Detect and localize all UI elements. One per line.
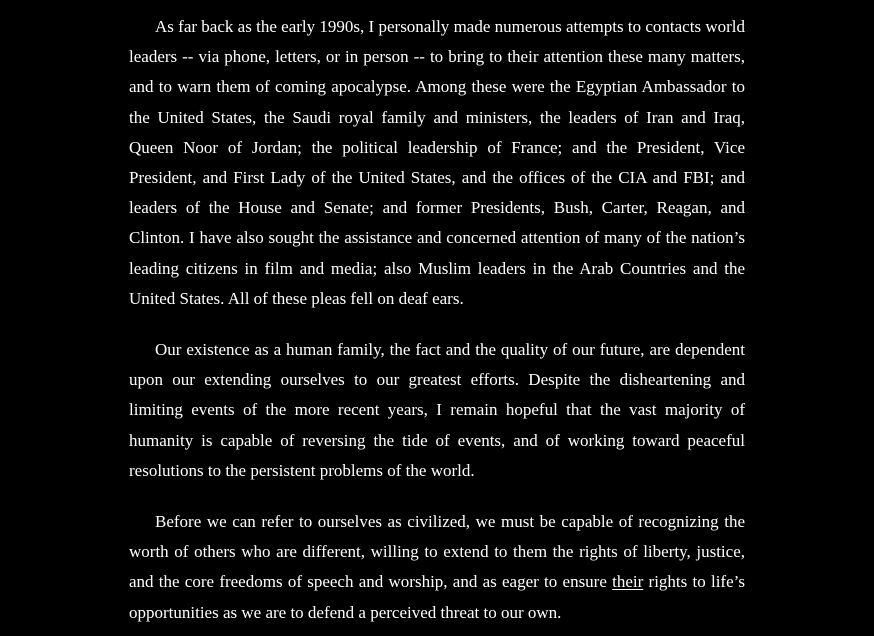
paragraph-2: Our existence as a human family, the fact and the quality of our future, are dependent upon our extending ourselves to our greatest efforts. Despite the disheartening and limiting events of the more recent years, I remain hopeful that the vast majority of humanity is capable of reversing the tide of events, and of working toward peaceful resolutions to the persistent problems of the world. bbox=[129, 340, 745, 480]
paragraph-3-text-start: Before we can refer to ourselves as civilized, we must be capable of recognizing the worth of others who are different, willing to extend to them the rights of liberty, justice, and the core freedoms of speech and worship, and as eager to ensure bbox=[129, 512, 745, 592]
paragraph-3 bbox=[129, 507, 745, 628]
document-body bbox=[129, 12, 745, 628]
underlined-word: their bbox=[612, 572, 644, 592]
paragraph-1: As far back as the early 1990s, I personally made numerous attempts to contacts world leaders -- via phone, letters, or in person -- to bring to their attention these many matters, and to warn them of coming apocalypse. Among these were the Egyptian Ambassador to the United States, the Saudi royal family and ministers, the leaders of Iran and Iraq, Queen Noor of Jordan; the political leadership of France; and the President, Vice President, and First Lady of the United States, and the offices of the CIA and FBI; and leaders of the House and Senate; and former Presidents, Bush, Carter, Reagan, and Clinton. I have also sought the assistance and concerned attention of many of the nation’s leading citizens in film and media; also Muslim leaders in the Arab Countries and the United States. All of these pleas fell on deaf ears. bbox=[129, 17, 745, 308]
paragraph-3-text-end: rights to life’s opportunities as we are to defend a perceived threat to our own. bbox=[129, 572, 745, 622]
